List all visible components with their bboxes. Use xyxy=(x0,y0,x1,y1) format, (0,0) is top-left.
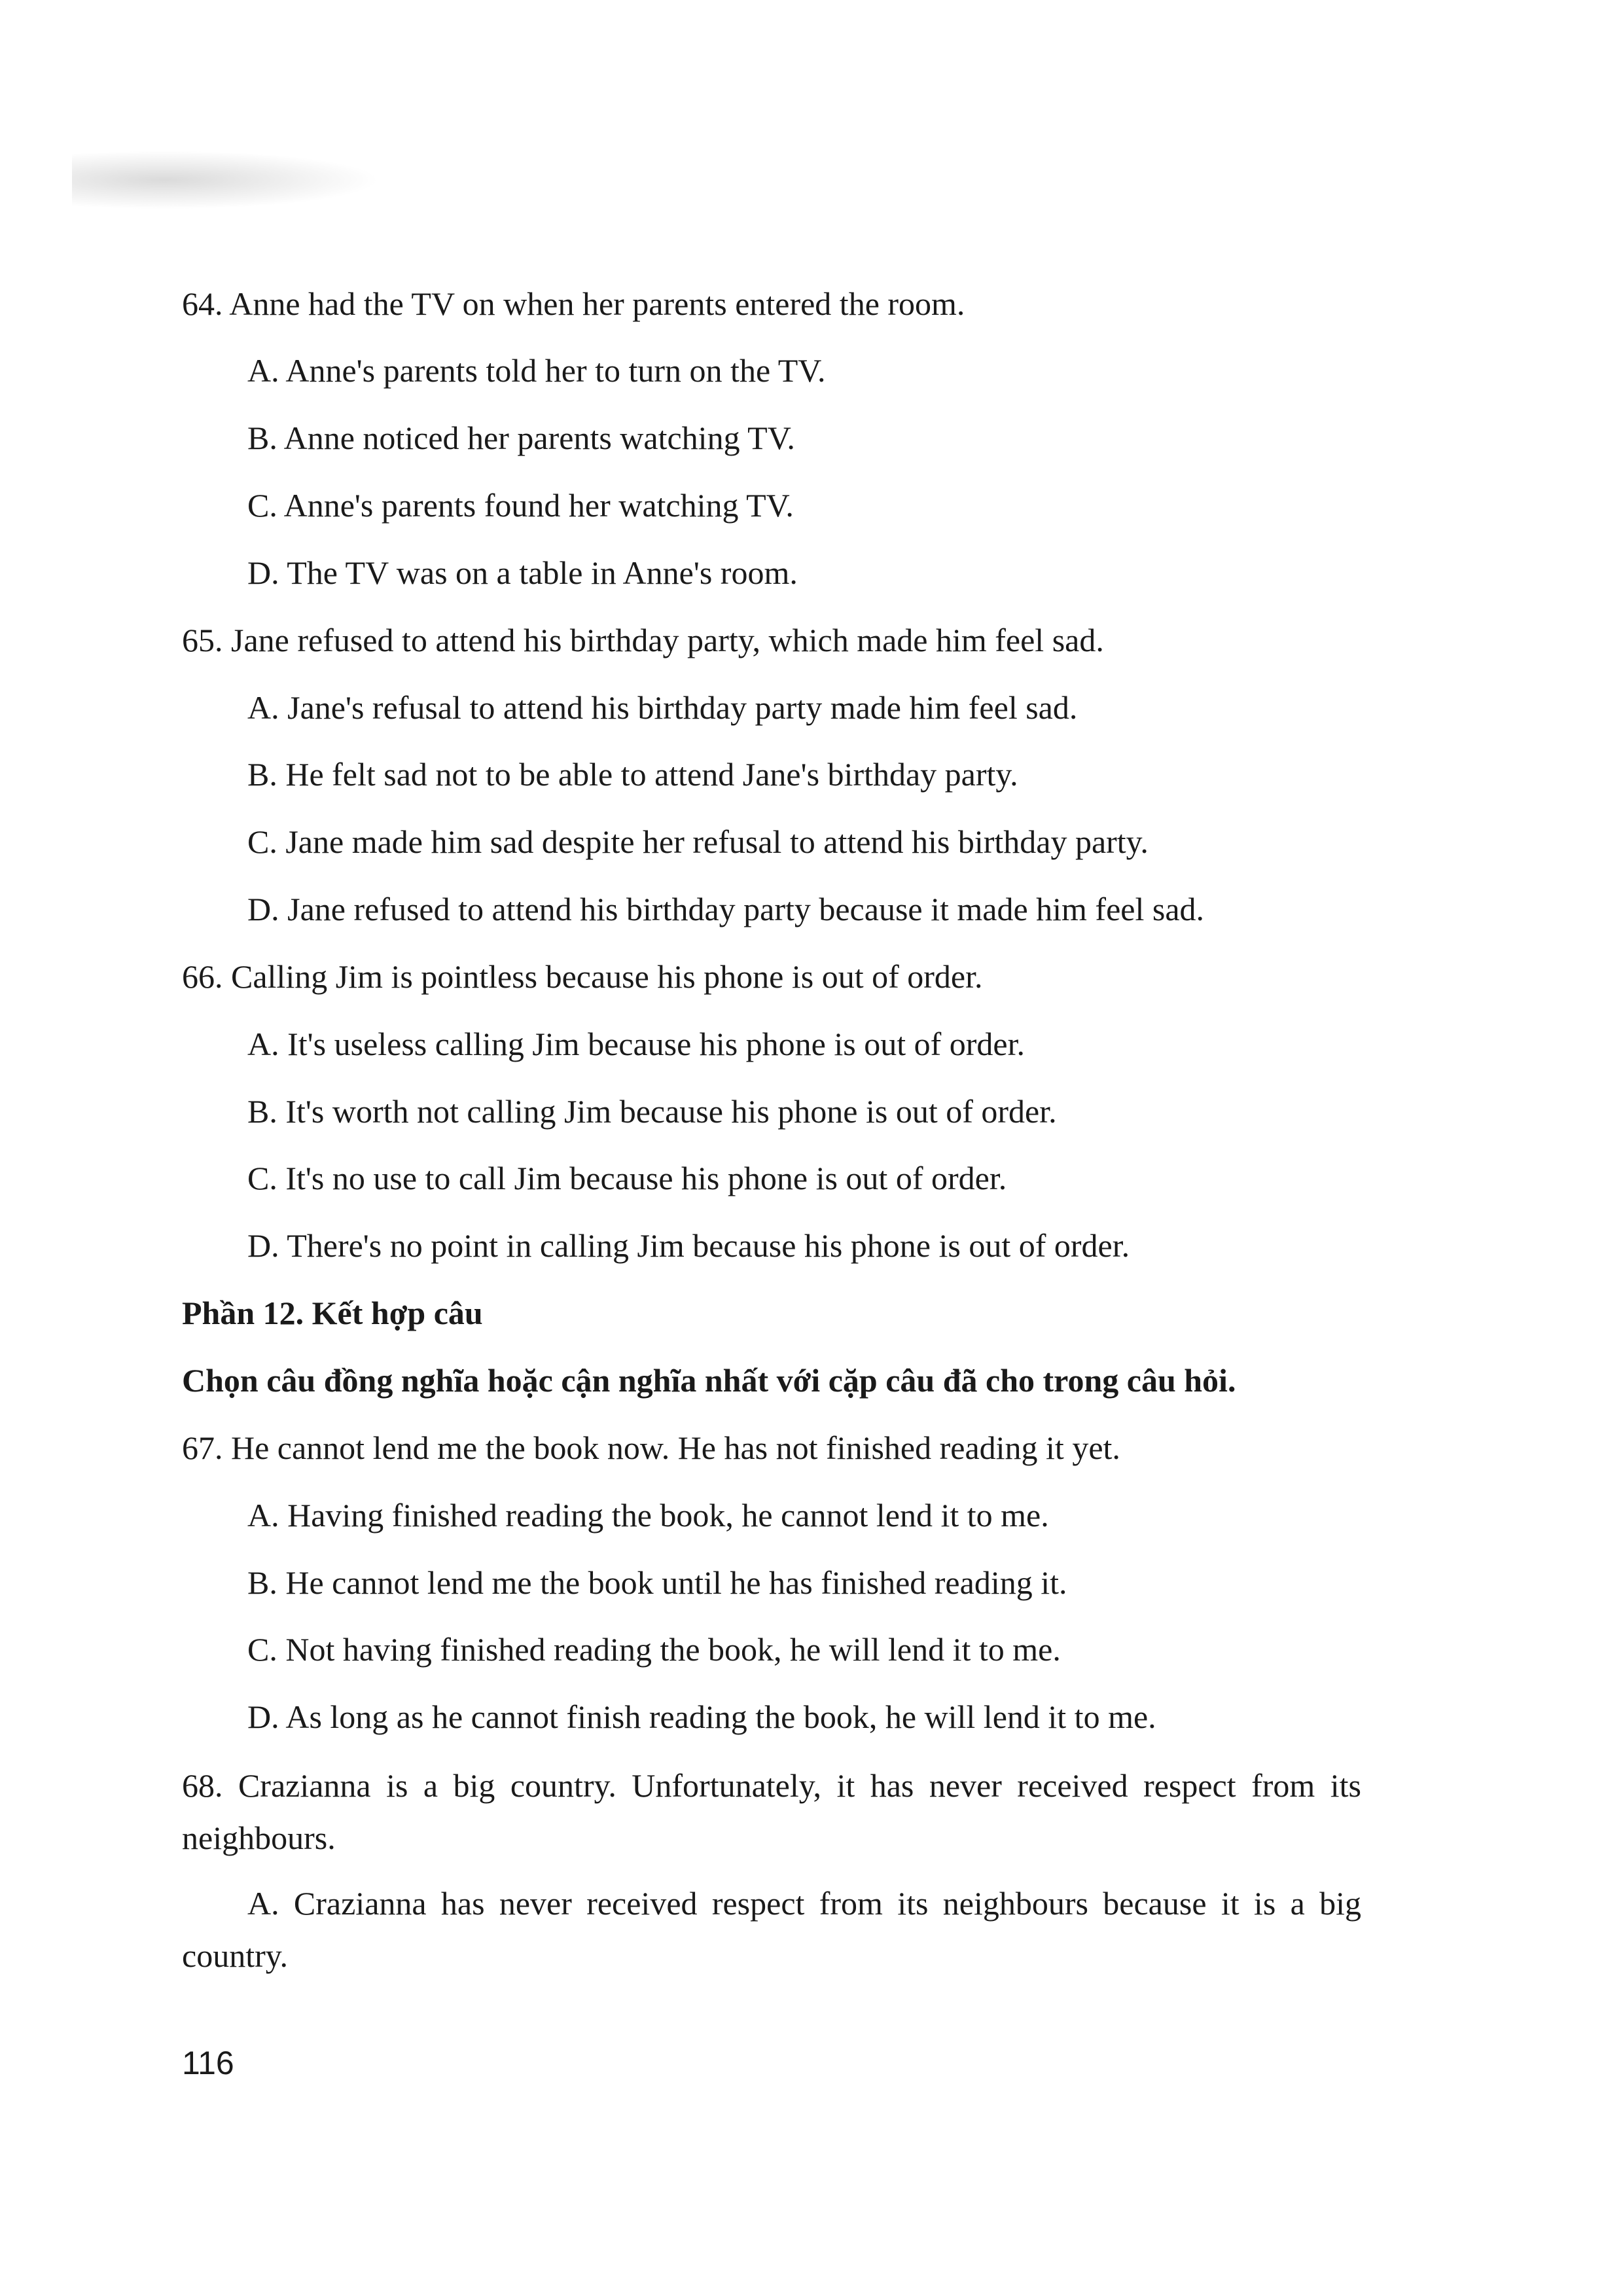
question-67-option-a: A. Having finished reading the book, he cannot lend it to me. xyxy=(247,1497,1049,1534)
question-66-option-c: C. It's no use to call Jim because his phone is out of order. xyxy=(247,1160,1007,1196)
question-66-option-d: D. There's no point in calling Jim because his phone is out of order. xyxy=(247,1227,1130,1264)
question-67-option-c: C. Not having finished reading the book, he will lend it to me. xyxy=(247,1631,1061,1668)
section-title: Phần 12. Kết hợp câu xyxy=(182,1295,483,1331)
question-66-option-a: A. It's useless calling Jim because his phone is out of order. xyxy=(247,1026,1025,1062)
question-66-option-b: B. It's worth not calling Jim because his phone is out of order. xyxy=(247,1093,1057,1130)
question-65-option-b: B. He felt sad not to be able to attend Jane's birthday party. xyxy=(247,756,1018,793)
question-66-stem: 66. Calling Jim is pointless because his phone is out of order. xyxy=(182,958,983,995)
question-68-option-a: A. Crazianna has never received respect from its neighbours because it is a big country. xyxy=(182,1885,1361,1974)
scan-artifact xyxy=(72,151,380,209)
question-67-option-b: B. He cannot lend me the book until he has finished reading it. xyxy=(247,1564,1067,1601)
question-64-option-d: D. The TV was on a table in Anne's room. xyxy=(247,554,798,591)
question-65-option-d: D. Jane refused to attend his birthday party because it made him feel sad. xyxy=(247,891,1205,927)
question-65-option-c: C. Jane made him sad despite her refusal to attend his birthday party. xyxy=(247,823,1149,860)
question-64-option-a: A. Anne's parents told her to turn on the TV. xyxy=(247,352,826,389)
question-65-option-a: A. Jane's refusal to attend his birthday party made him feel sad. xyxy=(247,689,1078,726)
question-67-option-d: D. As long as he cannot finish reading the book, he will lend it to me. xyxy=(247,1698,1156,1735)
question-64-stem: 64. Anne had the TV on when her parents entered the room. xyxy=(182,285,965,322)
question-64-option-b: B. Anne noticed her parents watching TV. xyxy=(247,420,795,456)
question-65-stem: 65. Jane refused to attend his birthday party, which made him feel sad. xyxy=(182,622,1104,658)
page-number: 116 xyxy=(182,2045,234,2081)
question-64-option-c: C. Anne's parents found her watching TV. xyxy=(247,487,794,524)
question-68-stem: 68. Crazianna is a big country. Unfortunately, it has never received respect from its neighbours. xyxy=(182,1767,1361,1856)
section-instruction: Chọn câu đồng nghĩa hoặc cận nghĩa nhất với cặp câu đã cho trong câu hỏi. xyxy=(182,1362,1236,1399)
question-67-stem: 67. He cannot lend me the book now. He has not finished reading it yet. xyxy=(182,1429,1120,1466)
